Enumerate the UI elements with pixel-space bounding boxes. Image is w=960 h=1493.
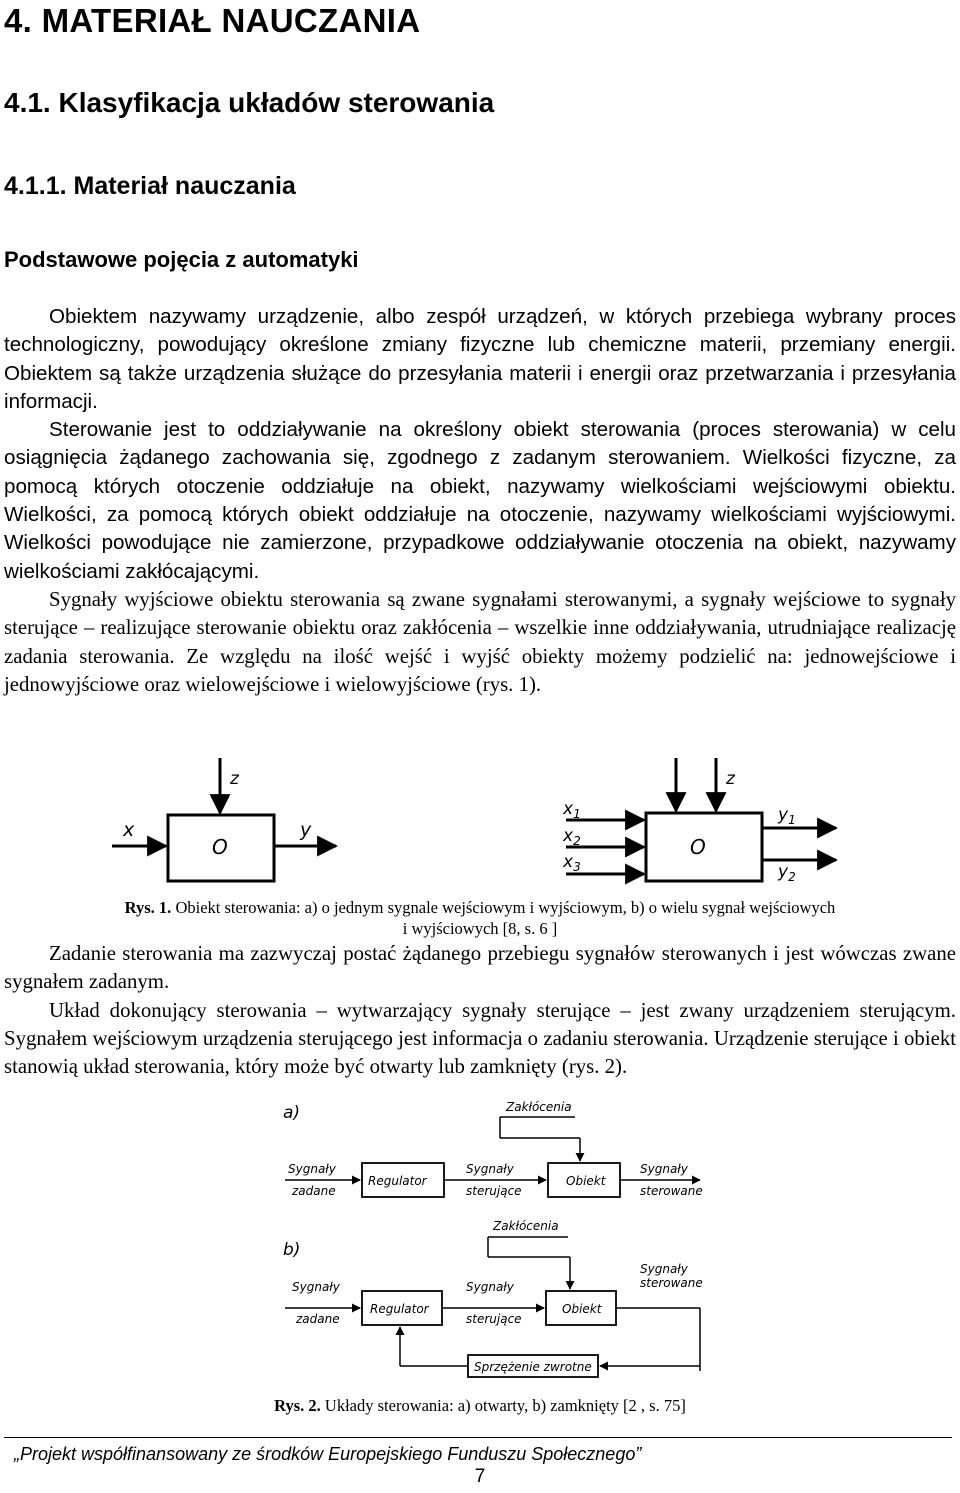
control-label-a-2: sterujące: [466, 1184, 522, 1198]
output-label-a: y: [300, 819, 312, 841]
object-label-2b: Obiekt: [562, 1302, 602, 1316]
label-b: b): [283, 1240, 301, 1260]
controlled-label-b-1: Sygnały: [640, 1262, 688, 1276]
figure-2-caption: [0, 1395, 960, 1416]
figure-2a: [283, 1100, 703, 1198]
controlled-label-a-1: Sygnały: [640, 1162, 688, 1176]
regulator-label-a: Regulator: [368, 1174, 427, 1188]
figure-1b: [562, 758, 836, 884]
object-label-a: O: [212, 835, 228, 859]
paragraph-control-definition: Sterowanie jest to oddziaływanie na określony obiekt sterowania (proces sterowania) w celu osiągnięcia żądanego zachowania się, zgodnego z zadanym sterowaniem. Wielkości fizyczne, za pomocą których otoczenie oddziałuje na obiekt, nazywamy wielkościami wejściowymi obiektu. Wielkości, za pomocą których obiekt oddziałuje na otoczenie, nazywamy wielkościami wyjściowymi. Wielkości powodujące nie zamierzone, przypadkowe oddziaływanie otoczenia na obiekt, nazywamy wielkościami zakłócającymi.: [4, 418, 956, 583]
control-label-b-2: sterujące: [466, 1312, 522, 1326]
chapter-heading: 4. MATERIAŁ NAUCZANIA: [4, 2, 421, 39]
controlled-label-b-2: sterowane: [640, 1276, 703, 1290]
paragraph-signals: Sygnały wyjściowe obiektu sterowania są zwane sygnałami sterowanymi, a sygnały wejściowe to sygnały sterujące – realizujące sterowanie obiektu oraz zakłócenia – wszelkie inne oddziaływania, utrudniające realizację zadania sterowania. Ze względu na ilość wejść i wyjść obiekty możemy podzielić na: jednowejściowe i jednowyjściowe oraz wielowejściowe i wielowyjściowe (rys. 1).: [4, 588, 956, 696]
figure-1-diagram: [0, 750, 960, 890]
figure-1a: [112, 758, 336, 881]
feedback-label: Sprzężenie zwrotne: [474, 1360, 592, 1374]
input-x2-label: $x_2$: [563, 826, 581, 848]
regulator-label-b: Regulator: [370, 1302, 429, 1316]
section-heading: 4.1. Klasyfikacja układów sterowania: [4, 87, 495, 118]
figure-1-caption-line2: i wyjściowych [8, s. 6 ]: [402, 919, 558, 938]
object-label-b: O: [690, 835, 706, 859]
setpoint-label-b-2: zadane: [296, 1312, 340, 1326]
footer-note: „Projekt współfinansowany ze środków Europejskiego Funduszu Społecznego”: [14, 1444, 642, 1464]
figure-1-caption-label: Rys. 1.: [124, 898, 172, 917]
figure-2-caption-label: Rys. 2.: [274, 1396, 321, 1415]
figure-2-diagram: [0, 1095, 960, 1395]
disturbance-label-a: z: [230, 769, 239, 789]
control-text-block: [4, 940, 956, 1081]
paragraph-controller: Układ dokonujący sterowania – wytwarzający sygnały sterujące – jest zwany urządzeniem sterującym. Sygnałem wejściowym urządzenia sterującego jest informacja o zadaniu sterowania. Urządzenie sterujące i obiekt stanowią układ sterowania, który może być otwarty lub zamknięty (rys. 2).: [4, 998, 956, 1079]
setpoint-label-b-1: Sygnały: [292, 1280, 340, 1294]
input-label-a: x: [123, 819, 135, 841]
signals-text-block: [4, 586, 956, 699]
output-y2-label: $y_2$: [778, 862, 796, 884]
setpoint-label-a-2: zadane: [292, 1184, 336, 1198]
control-label-b-1: Sygnały: [466, 1280, 514, 1294]
intro-text-block: [4, 303, 956, 586]
disturbance-label-2b: Zakłócenia: [493, 1219, 559, 1233]
controlled-label-a-2: sterowane: [640, 1184, 703, 1198]
output-y1-label: $y_1$: [778, 805, 796, 827]
input-x1-label: $x_1$: [563, 799, 581, 821]
control-label-a-1: Sygnały: [466, 1162, 514, 1176]
setpoint-label-a-1: Sygnały: [288, 1162, 336, 1176]
topic-heading: Podstawowe pojęcia z automatyki: [4, 247, 359, 272]
subsection-heading: 4.1.1. Materiał nauczania: [4, 172, 296, 200]
paragraph-object-definition: Obiektem nazywamy urządzenie, albo zespół urządzeń, w których przebiega wybrany proces technologiczny, powodujący określone zmiany fizyczne lub chemiczne materii, przemiany energii. Obiektem są także urządzenia służące do przesyłania materii i energii oraz przetwarzania i przesyłania informacji.: [4, 305, 956, 413]
footer-divider: [4, 1437, 952, 1438]
figure-1-caption-line1: [0, 897, 960, 918]
figure-2b: [283, 1219, 703, 1377]
figure-1-caption: [0, 897, 960, 939]
disturbance-label-2a: Zakłócenia: [506, 1100, 572, 1114]
label-a: a): [283, 1103, 301, 1123]
figure-1-caption-text: Obiekt sterowania: a) o jednym sygnale wejściowym i wyjściowym, b) o wielu sygnał wejściowych: [171, 898, 836, 917]
object-label-2a: Obiekt: [566, 1174, 606, 1188]
input-x3-label: $x_3$: [563, 852, 581, 874]
figure-2-caption-text: Układy sterowania: a) otwarty, b) zamknięty [2 , s. 75]: [320, 1396, 686, 1415]
paragraph-setpoint: Zadanie sterowania ma zazwyczaj postać żądanego przebiegu sygnałów sterowanych i jest wówczas zwane sygnałem zadanym.: [4, 942, 956, 994]
disturbance-label-b: z: [726, 769, 735, 789]
page-number: 7: [474, 1466, 486, 1487]
